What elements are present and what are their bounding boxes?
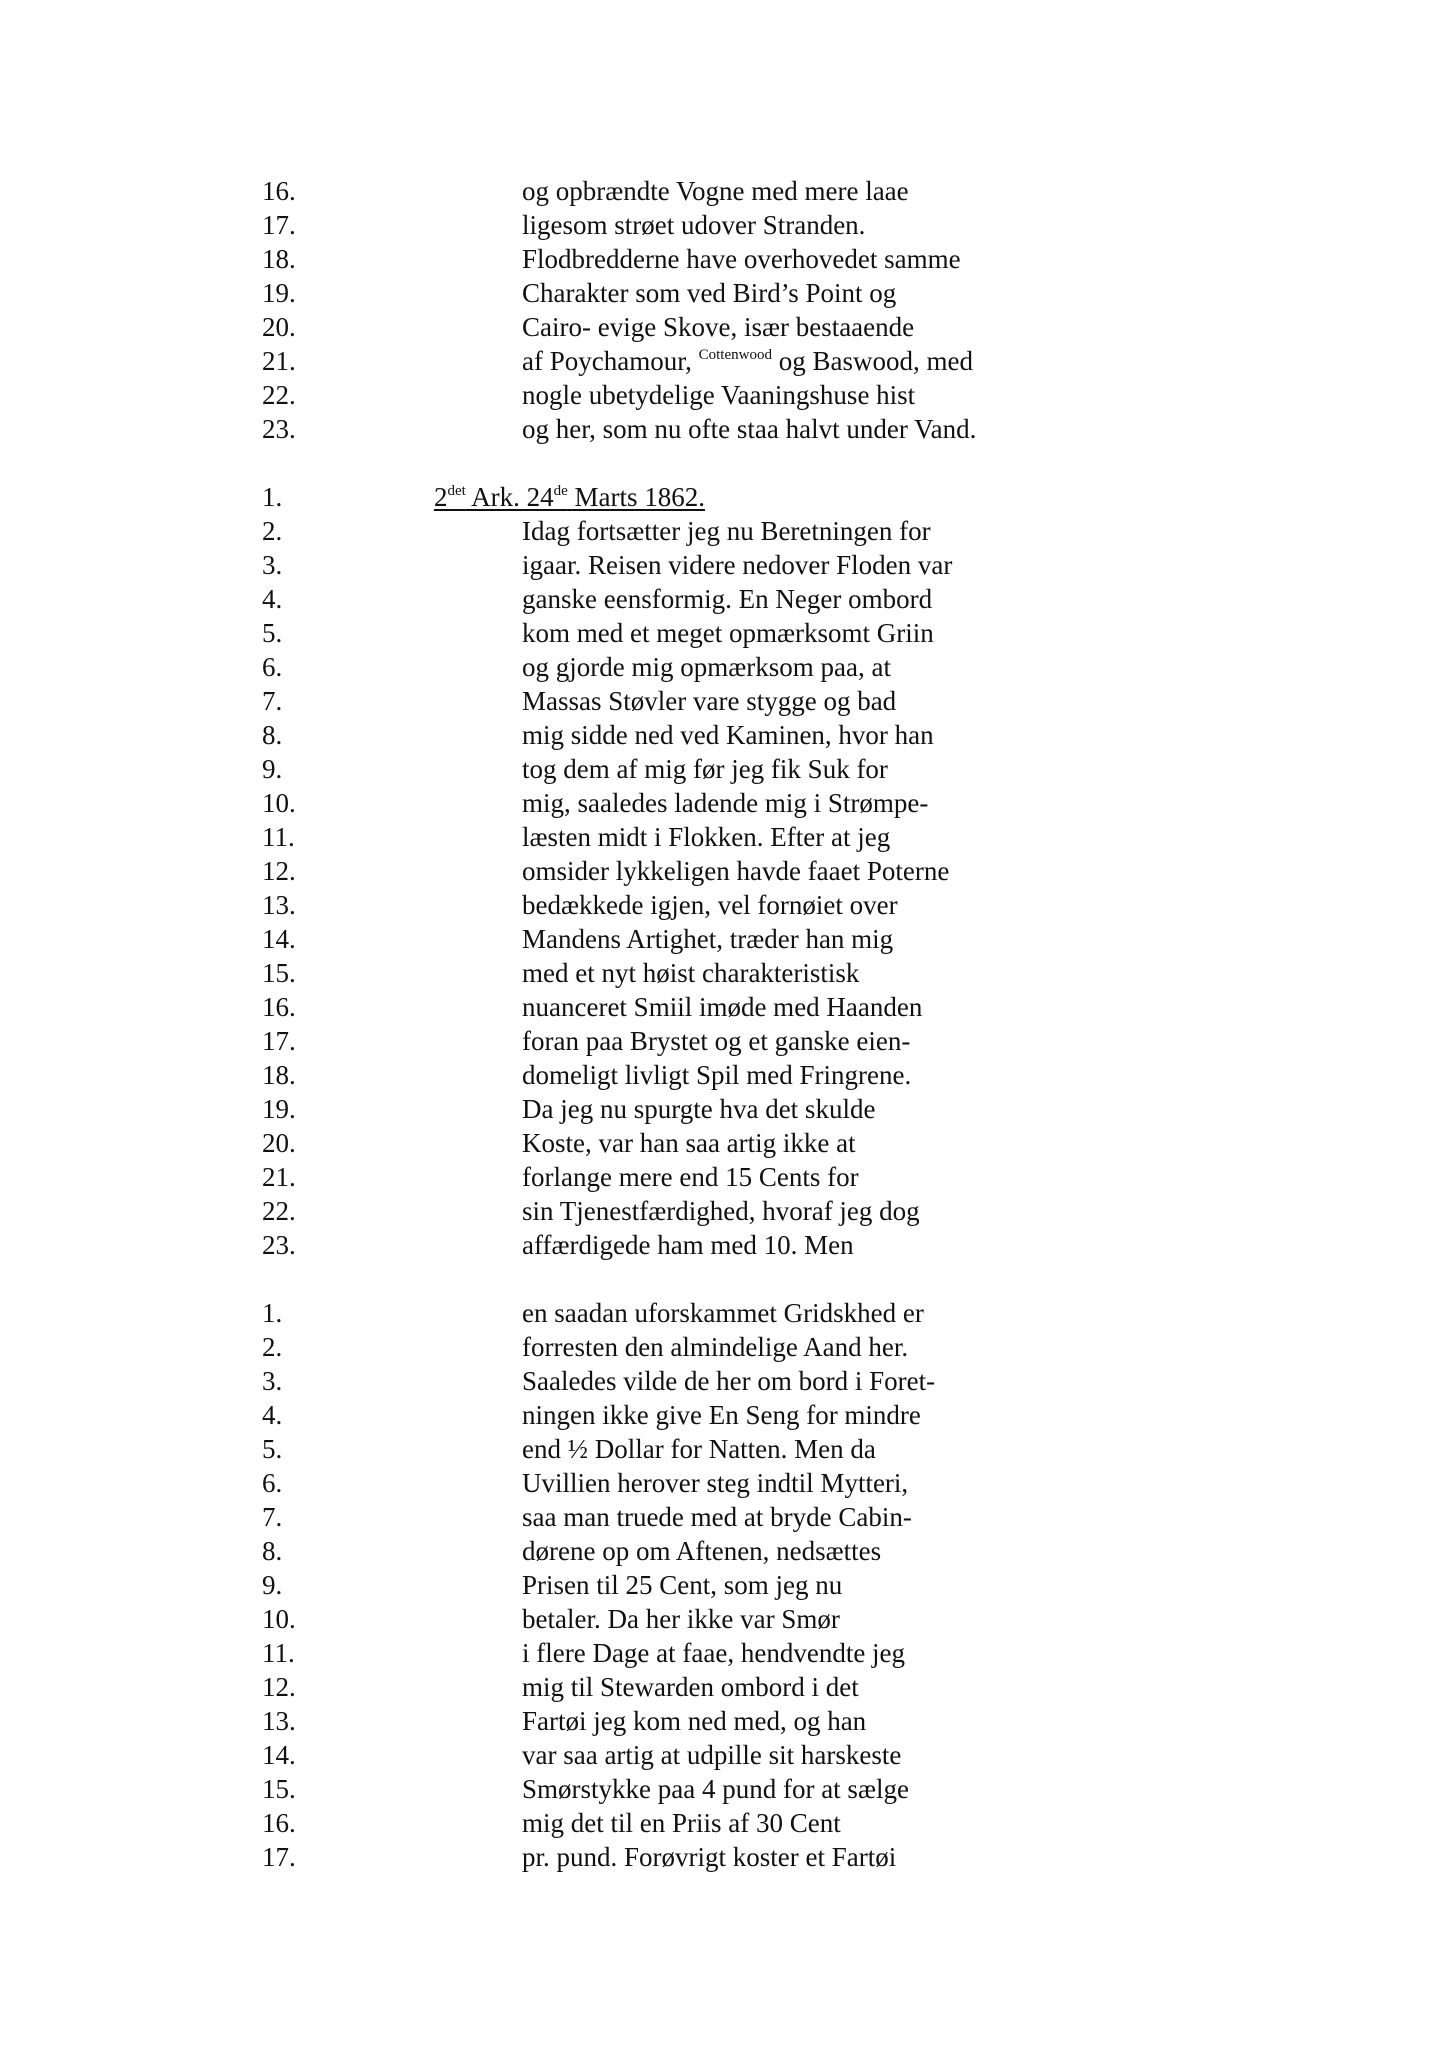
line-text: Mandens Artighet, træder han mig <box>522 924 894 954</box>
transcription-line <box>0 582 1448 616</box>
line-number: 7. <box>262 1502 283 1532</box>
line-number: 17. <box>262 210 296 240</box>
transcription-line <box>0 514 1448 548</box>
sheet-heading <box>434 480 705 514</box>
transcription-line <box>0 1432 1448 1466</box>
transcription-line <box>0 616 1448 650</box>
line-text: igaar. Reisen videre nedover Floden var <box>522 550 953 580</box>
transcription-line <box>0 310 1448 344</box>
transcription-line <box>0 956 1448 990</box>
transcription-line <box>0 820 1448 854</box>
transcription-line <box>0 1194 1448 1228</box>
transcription-line <box>0 1466 1448 1500</box>
line-text: affærdigede ham med 10. Men <box>522 1230 854 1260</box>
line-number: 12. <box>262 1672 296 1702</box>
transcription-line <box>0 922 1448 956</box>
line-number: 10. <box>262 1604 296 1634</box>
line-text: nuanceret Smiil imøde med Haanden <box>522 992 923 1022</box>
transcription-line <box>0 174 1448 208</box>
line-number: 4. <box>262 584 283 614</box>
transcription-line <box>0 1602 1448 1636</box>
transcription-block-1 <box>0 174 1448 446</box>
line-text: ningen ikke give En Seng for mindre <box>522 1400 921 1430</box>
transcription-line <box>0 1296 1448 1330</box>
line-text: og gjorde mig opmærksom paa, at <box>522 652 891 682</box>
line-number: 1. <box>262 482 283 512</box>
transcription-line <box>0 1398 1448 1432</box>
transcription-line <box>0 1636 1448 1670</box>
transcription-line <box>0 752 1448 786</box>
transcription-line <box>0 1058 1448 1092</box>
transcription-line <box>0 1534 1448 1568</box>
line-number: 13. <box>262 1706 296 1736</box>
transcription-line <box>0 412 1448 446</box>
line-text: mig det til en Priis af 30 Cent <box>522 1808 841 1838</box>
line-text: Cairo- evige Skove, især bestaaende <box>522 312 915 342</box>
transcription-line <box>0 1092 1448 1126</box>
line-number: 6. <box>262 1468 283 1498</box>
line-number: 11. <box>262 822 295 852</box>
line-number: 21. <box>262 346 296 376</box>
line-text: Saaledes vilde de her om bord i Foret- <box>522 1366 936 1396</box>
transcription-line <box>0 1500 1448 1534</box>
line-number: 12. <box>262 856 296 886</box>
transcription-line <box>0 548 1448 582</box>
heading-part: Ark. 24 <box>465 482 554 512</box>
line-number: 13. <box>262 890 296 920</box>
line-number: 23. <box>262 1230 296 1260</box>
line-text: læsten midt i Flokken. Efter at jeg <box>522 822 891 852</box>
line-text: sin Tjenestfærdighed, hvoraf jeg dog <box>522 1196 920 1226</box>
line-text: end ½ Dollar for Natten. Men da <box>522 1434 876 1464</box>
line-text: dørene op om Aftenen, nedsættes <box>522 1536 882 1566</box>
line-number: 8. <box>262 1536 283 1566</box>
line-text: ligesom strøet udover Stranden. <box>522 210 866 240</box>
line-text: Flodbredderne have overhovedet samme <box>522 244 961 274</box>
transcription-line <box>0 276 1448 310</box>
line-text: Idag fortsætter jeg nu Beretningen for <box>522 516 931 546</box>
line-text: og her, som nu ofte staa halvt under Vand. <box>522 414 977 444</box>
line-text: forresten den almindelige Aand her. <box>522 1332 909 1362</box>
line-text: kom med et meget opmærksomt Griin <box>522 618 934 648</box>
line-text-before: af Poychamour, <box>522 346 699 376</box>
line-number: 22. <box>262 380 296 410</box>
transcription-line <box>0 378 1448 412</box>
line-text: bedækkede igjen, vel fornøiet over <box>522 890 898 920</box>
transcription-line <box>0 1806 1448 1840</box>
line-text: ganske eensformig. En Neger ombord <box>522 584 933 614</box>
line-number: 7. <box>262 686 283 716</box>
line-text <box>522 344 973 378</box>
line-text: mig, saaledes ladende mig i Strømpe- <box>522 788 929 818</box>
line-number: 11. <box>262 1638 295 1668</box>
transcription-line <box>0 650 1448 684</box>
line-number: 2. <box>262 1332 283 1362</box>
line-number: 15. <box>262 958 296 988</box>
line-number: 3. <box>262 550 283 580</box>
transcription-line <box>0 1126 1448 1160</box>
line-text: omsider lykkeligen havde faaet Poterne <box>522 856 950 886</box>
heading-part: 2 <box>434 482 448 512</box>
heading-part: Marts 1862. <box>567 482 705 512</box>
line-number: 14. <box>262 924 296 954</box>
transcription-line <box>0 888 1448 922</box>
transcription-line <box>0 1704 1448 1738</box>
transcription-line <box>0 1024 1448 1058</box>
line-number: 22. <box>262 1196 296 1226</box>
line-number: 6. <box>262 652 283 682</box>
line-text: var saa artig at udpille sit harskeste <box>522 1740 902 1770</box>
line-text: Smørstykke paa 4 pund for at sælge <box>522 1774 909 1804</box>
transcription-block-3 <box>0 1296 1448 1874</box>
transcription-line <box>0 1772 1448 1806</box>
line-number: 17. <box>262 1026 296 1056</box>
transcription-line <box>0 344 1448 378</box>
line-number: 16. <box>262 176 296 206</box>
line-number: 20. <box>262 1128 296 1158</box>
line-text-after: og Baswood, med <box>771 346 973 376</box>
transcription-line <box>0 1840 1448 1874</box>
line-text: betaler. Da her ikke var Smør <box>522 1604 840 1634</box>
transcription-line <box>0 684 1448 718</box>
line-number: 2. <box>262 516 283 546</box>
line-text: forlange mere end 15 Cents for <box>522 1162 859 1192</box>
line-number: 9. <box>262 754 283 784</box>
line-number: 19. <box>262 278 296 308</box>
line-text: Koste, var han saa artig ikke at <box>522 1128 856 1158</box>
transcription-line <box>0 990 1448 1024</box>
sheet-heading-line <box>0 480 1448 514</box>
line-text: Fartøi jeg kom ned med, og han <box>522 1706 867 1736</box>
transcription-line <box>0 1228 1448 1262</box>
line-number: 18. <box>262 244 296 274</box>
line-text: foran paa Brystet og et ganske eien- <box>522 1026 911 1056</box>
line-number: 5. <box>262 618 283 648</box>
transcription-line <box>0 786 1448 820</box>
line-number: 16. <box>262 1808 296 1838</box>
line-text: Da jeg nu spurgte hva det skulde <box>522 1094 876 1124</box>
line-number: 3. <box>262 1366 283 1396</box>
line-text: mig til Stewarden ombord i det <box>522 1672 859 1702</box>
line-text: og opbrændte Vogne med mere laae <box>522 176 909 206</box>
line-number: 14. <box>262 1740 296 1770</box>
line-text: med et nyt høist charakteristisk <box>522 958 860 988</box>
line-text: Charakter som ved Bird’s Point og <box>522 278 897 308</box>
transcription-line <box>0 1738 1448 1772</box>
line-number: 10. <box>262 788 296 818</box>
line-text: domeligt livligt Spil med Fringrene. <box>522 1060 912 1090</box>
line-text: tog dem af mig før jeg fik Suk for <box>522 754 888 784</box>
line-number: 5. <box>262 1434 283 1464</box>
line-text: i flere Dage at faae, hendvendte jeg <box>522 1638 906 1668</box>
line-text: nogle ubetydelige Vaaningshuse hist <box>522 380 916 410</box>
transcription-block-2 <box>0 480 1448 1262</box>
line-text: saa man truede med at bryde Cabin- <box>522 1502 912 1532</box>
line-number: 1. <box>262 1298 283 1328</box>
line-number: 18. <box>262 1060 296 1090</box>
transcription-line <box>0 242 1448 276</box>
line-number: 21. <box>262 1162 296 1192</box>
superscript-insertion: Cottenwood <box>698 347 772 363</box>
line-number: 23. <box>262 414 296 444</box>
line-number: 9. <box>262 1570 283 1600</box>
line-number: 16. <box>262 992 296 1022</box>
transcription-line <box>0 1364 1448 1398</box>
line-text: pr. pund. Forøvrigt koster et Fartøi <box>522 1842 897 1872</box>
line-text: Prisen til 25 Cent, som jeg nu <box>522 1570 843 1600</box>
line-text: en saadan uforskammet Gridskhed er <box>522 1298 924 1328</box>
transcription-line <box>0 1330 1448 1364</box>
line-number: 19. <box>262 1094 296 1124</box>
line-text: Uvillien herover steg indtil Mytteri, <box>522 1468 909 1498</box>
transcription-line <box>0 208 1448 242</box>
heading-superscript: de <box>553 483 568 499</box>
line-number: 17. <box>262 1842 296 1872</box>
transcription-line <box>0 1670 1448 1704</box>
line-number: 8. <box>262 720 283 750</box>
line-text: mig sidde ned ved Kaminen, hvor han <box>522 720 934 750</box>
transcription-line <box>0 854 1448 888</box>
transcription-line <box>0 1160 1448 1194</box>
line-number: 4. <box>262 1400 283 1430</box>
line-text: Massas Støvler vare stygge og bad <box>522 686 897 716</box>
transcription-line <box>0 1568 1448 1602</box>
transcription-line <box>0 718 1448 752</box>
line-number: 15. <box>262 1774 296 1804</box>
heading-superscript: det <box>447 483 466 499</box>
line-number: 20. <box>262 312 296 342</box>
